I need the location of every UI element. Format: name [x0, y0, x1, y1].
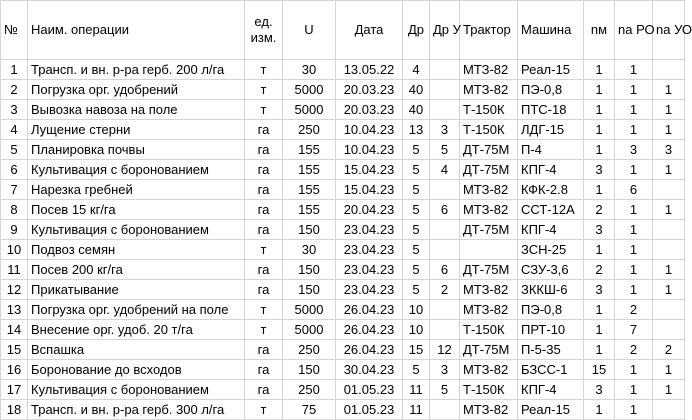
cell-volume[interactable]: 5000 — [283, 80, 336, 100]
cell-na-uo[interactable] — [653, 180, 685, 200]
cell-na-uo[interactable]: 1 — [653, 380, 685, 400]
cell-na-ro[interactable]: 3 — [615, 140, 653, 160]
cell-days[interactable]: 15 — [403, 340, 430, 360]
cell-machine[interactable]: Реал-15 — [518, 60, 584, 80]
cell-days-u[interactable] — [430, 220, 460, 240]
cell-volume[interactable]: 5000 — [283, 100, 336, 120]
cell-days-u[interactable]: 3 — [430, 120, 460, 140]
table-row — [1, 300, 685, 320]
cell-days-u[interactable] — [430, 320, 460, 340]
cell-na-uo[interactable] — [653, 220, 685, 240]
cell-date[interactable]: 01.05.23 — [336, 400, 403, 420]
cell-na-uo[interactable]: 1 — [653, 120, 685, 140]
cell-days[interactable]: 5 — [403, 220, 430, 240]
cell-operation[interactable]: Погрузка орг. удобрений — [28, 80, 245, 100]
cell-volume[interactable]: 150 — [283, 260, 336, 280]
cell-operation[interactable]: Боронование до всходов — [28, 360, 245, 380]
cell-num[interactable]: 12 — [1, 280, 28, 300]
cell-operation[interactable]: Культивация с боронованием — [28, 220, 245, 240]
cell-num[interactable]: 10 — [1, 240, 28, 260]
cell-unit[interactable]: га — [245, 200, 283, 220]
cell-days[interactable]: 11 — [403, 400, 430, 420]
cell-na-ro[interactable]: 1 — [615, 360, 653, 380]
cell-na-ro[interactable]: 1 — [615, 200, 653, 220]
cell-days[interactable]: 4 — [403, 60, 430, 80]
cell-volume[interactable]: 30 — [283, 60, 336, 80]
cell-num[interactable]: 9 — [1, 220, 28, 240]
cell-volume[interactable]: 155 — [283, 140, 336, 160]
cell-unit[interactable]: т — [245, 100, 283, 120]
cell-days[interactable]: 40 — [403, 80, 430, 100]
cell-volume[interactable]: 250 — [283, 120, 336, 140]
cell-machine[interactable]: КПГ-4 — [518, 220, 584, 240]
cell-num[interactable]: 6 — [1, 160, 28, 180]
cell-volume[interactable]: 150 — [283, 280, 336, 300]
cell-unit[interactable]: т — [245, 300, 283, 320]
cell-tractor[interactable]: МТЗ-82 — [460, 80, 518, 100]
cell-unit[interactable]: т — [245, 400, 283, 420]
cell-date[interactable]: 15.04.23 — [336, 160, 403, 180]
cell-nm[interactable]: 3 — [584, 160, 615, 180]
cell-days-u[interactable] — [430, 60, 460, 80]
cell-machine[interactable]: ЗККШ-6 — [518, 280, 584, 300]
header-na-uo[interactable]: na УО — [653, 1, 685, 60]
cell-volume[interactable]: 75 — [283, 400, 336, 420]
cell-na-ro[interactable]: 1 — [615, 260, 653, 280]
cell-na-uo[interactable]: 2 — [653, 340, 685, 360]
table-row — [1, 280, 685, 300]
cell-na-ro[interactable]: 1 — [615, 100, 653, 120]
cell-num[interactable]: 8 — [1, 200, 28, 220]
cell-machine[interactable]: ПРТ-10 — [518, 320, 584, 340]
cell-operation[interactable]: Трансп. и вн. р-ра герб. 200 л/га — [28, 60, 245, 80]
cell-days-u[interactable] — [430, 300, 460, 320]
cell-days-u[interactable]: 6 — [430, 260, 460, 280]
table-row — [1, 120, 685, 140]
cell-nm[interactable]: 2 — [584, 200, 615, 220]
cell-date[interactable]: 20.04.23 — [336, 200, 403, 220]
cell-nm[interactable]: 1 — [584, 300, 615, 320]
cell-days[interactable]: 10 — [403, 320, 430, 340]
cell-unit[interactable]: т — [245, 240, 283, 260]
cell-operation[interactable]: Прикатывание — [28, 280, 245, 300]
cell-unit[interactable]: га — [245, 380, 283, 400]
cell-num[interactable]: 15 — [1, 340, 28, 360]
cell-na-ro[interactable]: 1 — [615, 240, 653, 260]
table-row — [1, 380, 685, 400]
cell-tractor[interactable]: МТЗ-82 — [460, 360, 518, 380]
header-na-ro[interactable]: na РО — [615, 1, 653, 60]
cell-na-ro[interactable]: 6 — [615, 180, 653, 200]
cell-unit[interactable]: га — [245, 120, 283, 140]
cell-operation[interactable]: Планировка почвы — [28, 140, 245, 160]
cell-unit[interactable]: т — [245, 320, 283, 340]
cell-na-uo[interactable]: 1 — [653, 160, 685, 180]
cell-days-u[interactable] — [430, 400, 460, 420]
cell-machine[interactable]: П-5-35 — [518, 340, 584, 360]
table-row — [1, 220, 685, 240]
cell-volume[interactable]: 155 — [283, 200, 336, 220]
cell-num[interactable]: 2 — [1, 80, 28, 100]
table-row — [1, 320, 685, 340]
cell-nm[interactable]: 1 — [584, 240, 615, 260]
cell-volume[interactable]: 5000 — [283, 300, 336, 320]
cell-nm[interactable]: 1 — [584, 80, 615, 100]
cell-days[interactable]: 5 — [403, 240, 430, 260]
cell-unit[interactable]: га — [245, 220, 283, 240]
cell-num[interactable]: 1 — [1, 60, 28, 80]
cell-unit[interactable]: га — [245, 160, 283, 180]
cell-tractor[interactable]: Т-150К — [460, 320, 518, 340]
cell-unit[interactable]: т — [245, 80, 283, 100]
cell-operation[interactable]: Подвоз семян — [28, 240, 245, 260]
table-row — [1, 160, 685, 180]
table-row — [1, 340, 685, 360]
cell-machine[interactable]: ЛДГ-15 — [518, 120, 584, 140]
table-row — [1, 80, 685, 100]
cell-num[interactable]: 13 — [1, 300, 28, 320]
cell-na-uo[interactable]: 3 — [653, 140, 685, 160]
cell-date[interactable]: 13.05.22 — [336, 60, 403, 80]
cell-operation[interactable]: Культивация с боронованием — [28, 160, 245, 180]
cell-na-ro[interactable]: 1 — [615, 280, 653, 300]
header-volume[interactable]: U — [283, 1, 336, 60]
cell-na-uo[interactable] — [653, 60, 685, 80]
cell-nm[interactable]: 1 — [584, 120, 615, 140]
cell-days[interactable]: 5 — [403, 200, 430, 220]
cell-nm[interactable]: 15 — [584, 360, 615, 380]
cell-volume[interactable]: 250 — [283, 340, 336, 360]
cell-na-ro[interactable]: 2 — [615, 340, 653, 360]
header-machine[interactable]: Машина — [518, 1, 584, 60]
cell-tractor[interactable]: Т-150К — [460, 380, 518, 400]
cell-tractor[interactable] — [460, 240, 518, 260]
cell-nm[interactable]: 1 — [584, 180, 615, 200]
cell-tractor[interactable]: МТЗ-82 — [460, 180, 518, 200]
table-row — [1, 400, 685, 420]
cell-machine[interactable]: ПТС-18 — [518, 100, 584, 120]
cell-days[interactable]: 5 — [403, 180, 430, 200]
cell-operation[interactable]: Трансп. и вн. р-ра герб. 300 л/га — [28, 400, 245, 420]
header-date[interactable]: Дата — [336, 1, 403, 60]
cell-unit[interactable]: га — [245, 280, 283, 300]
cell-days[interactable]: 5 — [403, 160, 430, 180]
cell-na-uo[interactable]: 1 — [653, 80, 685, 100]
header-days[interactable]: Др — [403, 1, 430, 60]
cell-operation[interactable]: Вспашка — [28, 340, 245, 360]
cell-volume[interactable]: 250 — [283, 380, 336, 400]
cell-days[interactable]: 5 — [403, 260, 430, 280]
cell-machine[interactable]: КПГ-4 — [518, 160, 584, 180]
cell-nm[interactable]: 1 — [584, 60, 615, 80]
header-unit[interactable]: ед. изм. — [245, 1, 283, 60]
cell-tractor[interactable]: МТЗ-82 — [460, 300, 518, 320]
cell-operation[interactable]: Посев 200 кг/га — [28, 260, 245, 280]
cell-volume[interactable]: 155 — [283, 160, 336, 180]
cell-unit[interactable]: га — [245, 340, 283, 360]
cell-na-ro[interactable]: 1 — [615, 380, 653, 400]
cell-na-ro[interactable]: 1 — [615, 160, 653, 180]
cell-days-u[interactable]: 6 — [430, 200, 460, 220]
cell-date[interactable]: 10.04.23 — [336, 140, 403, 160]
cell-na-ro[interactable]: 1 — [615, 400, 653, 420]
cell-date[interactable]: 10.04.23 — [336, 120, 403, 140]
cell-na-uo[interactable] — [653, 300, 685, 320]
cell-nm[interactable]: 1 — [584, 100, 615, 120]
cell-days-u[interactable]: 5 — [430, 140, 460, 160]
cell-machine[interactable]: Реал-15 — [518, 400, 584, 420]
cell-machine[interactable]: КПГ-4 — [518, 380, 584, 400]
cell-nm[interactable]: 1 — [584, 400, 615, 420]
cell-operation[interactable]: Погрузка орг. удобрений на поле — [28, 300, 245, 320]
cell-days[interactable]: 40 — [403, 100, 430, 120]
cell-operation[interactable]: Лущение стерни — [28, 120, 245, 140]
cell-date[interactable]: 23.04.23 — [336, 220, 403, 240]
table-row — [1, 180, 685, 200]
table-row — [1, 240, 685, 260]
cell-nm[interactable]: 1 — [584, 340, 615, 360]
cell-volume[interactable]: 155 — [283, 180, 336, 200]
cell-days[interactable]: 5 — [403, 140, 430, 160]
cell-na-uo[interactable]: 1 — [653, 260, 685, 280]
header-num[interactable]: № — [1, 1, 28, 60]
cell-date[interactable]: 20.03.23 — [336, 100, 403, 120]
cell-na-ro[interactable]: 7 — [615, 320, 653, 340]
cell-tractor[interactable]: МТЗ-82 — [460, 60, 518, 80]
table-body — [1, 60, 685, 420]
table-row — [1, 100, 685, 120]
table-row — [1, 140, 685, 160]
table-row — [1, 200, 685, 220]
header-operation[interactable]: Наим. операции — [28, 1, 245, 60]
cell-tractor[interactable]: Т-150К — [460, 120, 518, 140]
cell-date[interactable]: 23.04.23 — [336, 280, 403, 300]
cell-days-u[interactable]: 5 — [430, 380, 460, 400]
cell-num[interactable]: 16 — [1, 360, 28, 380]
cell-nm[interactable]: 3 — [584, 220, 615, 240]
cell-unit[interactable]: га — [245, 260, 283, 280]
cell-date[interactable]: 30.04.23 — [336, 360, 403, 380]
cell-na-ro[interactable]: 1 — [615, 80, 653, 100]
cell-machine[interactable]: ЗСН-25 — [518, 240, 584, 260]
cell-na-ro[interactable]: 1 — [615, 220, 653, 240]
cell-days[interactable]: 13 — [403, 120, 430, 140]
cell-days[interactable]: 5 — [403, 280, 430, 300]
cell-num[interactable]: 5 — [1, 140, 28, 160]
cell-na-uo[interactable]: 1 — [653, 360, 685, 380]
cell-tractor[interactable]: МТЗ-82 — [460, 280, 518, 300]
cell-days[interactable]: 10 — [403, 300, 430, 320]
cell-tractor[interactable]: ДТ-75М — [460, 220, 518, 240]
cell-num[interactable]: 3 — [1, 100, 28, 120]
cell-machine[interactable]: П-4 — [518, 140, 584, 160]
table-row — [1, 60, 685, 80]
cell-na-ro[interactable]: 2 — [615, 300, 653, 320]
cell-machine[interactable]: ПЭ-0,8 — [518, 80, 584, 100]
cell-days-u[interactable]: 3 — [430, 360, 460, 380]
cell-tractor[interactable]: ДТ-75М — [460, 140, 518, 160]
cell-operation[interactable]: Вывозка навоза на поле — [28, 100, 245, 120]
cell-date[interactable]: 26.04.23 — [336, 320, 403, 340]
cell-date[interactable]: 26.04.23 — [336, 340, 403, 360]
cell-na-uo[interactable] — [653, 400, 685, 420]
cell-operation[interactable]: Внесение орг. удоб. 20 т/га — [28, 320, 245, 340]
cell-days-u[interactable]: 2 — [430, 280, 460, 300]
cell-date[interactable]: 15.04.23 — [336, 180, 403, 200]
cell-machine[interactable]: КФК-2.8 — [518, 180, 584, 200]
cell-days-u[interactable]: 4 — [430, 160, 460, 180]
cell-nm[interactable]: 2 — [584, 260, 615, 280]
cell-date[interactable]: 20.03.23 — [336, 80, 403, 100]
cell-nm[interactable]: 3 — [584, 380, 615, 400]
cell-na-ro[interactable]: 1 — [615, 120, 653, 140]
cell-days-u[interactable] — [430, 180, 460, 200]
cell-na-uo[interactable]: 1 — [653, 200, 685, 220]
cell-na-uo[interactable] — [653, 240, 685, 260]
cell-na-ro[interactable]: 1 — [615, 60, 653, 80]
cell-operation[interactable]: Нарезка гребней — [28, 180, 245, 200]
header-tractor[interactable]: Трактор — [460, 1, 518, 60]
cell-volume[interactable]: 5000 — [283, 320, 336, 340]
header-row — [1, 1, 685, 60]
cell-tractor[interactable]: ДТ-75М — [460, 340, 518, 360]
cell-days-u[interactable] — [430, 240, 460, 260]
cell-date[interactable]: 01.05.23 — [336, 380, 403, 400]
cell-days-u[interactable] — [430, 100, 460, 120]
cell-volume[interactable]: 150 — [283, 220, 336, 240]
cell-num[interactable]: 18 — [1, 400, 28, 420]
cell-machine[interactable]: СЗУ-3,6 — [518, 260, 584, 280]
header-nm[interactable]: nм — [584, 1, 615, 60]
cell-num[interactable]: 11 — [1, 260, 28, 280]
cell-unit[interactable]: га — [245, 180, 283, 200]
cell-tractor[interactable]: МТЗ-82 — [460, 400, 518, 420]
cell-num[interactable]: 4 — [1, 120, 28, 140]
header-days-u[interactable]: Др У — [430, 1, 460, 60]
cell-tractor[interactable]: ДТ-75М — [460, 260, 518, 280]
cell-operation[interactable]: Культивация с боронованием — [28, 380, 245, 400]
cell-operation[interactable]: Посев 15 кг/га — [28, 200, 245, 220]
cell-na-uo[interactable]: 1 — [653, 280, 685, 300]
cell-days-u[interactable] — [430, 80, 460, 100]
cell-unit[interactable]: т — [245, 60, 283, 80]
cell-days[interactable]: 5 — [403, 360, 430, 380]
cell-volume[interactable]: 150 — [283, 360, 336, 380]
cell-na-uo[interactable] — [653, 320, 685, 340]
table-row — [1, 260, 685, 280]
cell-date[interactable]: 26.04.23 — [336, 300, 403, 320]
cell-na-uo[interactable]: 1 — [653, 100, 685, 120]
cell-nm[interactable]: 1 — [584, 140, 615, 160]
cell-unit[interactable]: га — [245, 140, 283, 160]
cell-num[interactable]: 7 — [1, 180, 28, 200]
cell-date[interactable]: 23.04.23 — [336, 260, 403, 280]
cell-num[interactable]: 14 — [1, 320, 28, 340]
cell-tractor[interactable]: ДТ-75М — [460, 160, 518, 180]
cell-date[interactable]: 23.04.23 — [336, 240, 403, 260]
cell-nm[interactable]: 3 — [584, 280, 615, 300]
table-row — [1, 360, 685, 380]
cell-machine[interactable]: ССТ-12А — [518, 200, 584, 220]
cell-machine[interactable]: БЗСС-1 — [518, 360, 584, 380]
cell-machine[interactable]: ПЭ-0,8 — [518, 300, 584, 320]
cell-volume[interactable]: 30 — [283, 240, 336, 260]
cell-days-u[interactable]: 12 — [430, 340, 460, 360]
cell-days[interactable]: 11 — [403, 380, 430, 400]
cell-tractor[interactable]: Т-150К — [460, 100, 518, 120]
cell-unit[interactable]: га — [245, 360, 283, 380]
cell-tractor[interactable]: МТЗ-82 — [460, 200, 518, 220]
cell-nm[interactable]: 1 — [584, 320, 615, 340]
cell-num[interactable]: 17 — [1, 380, 28, 400]
